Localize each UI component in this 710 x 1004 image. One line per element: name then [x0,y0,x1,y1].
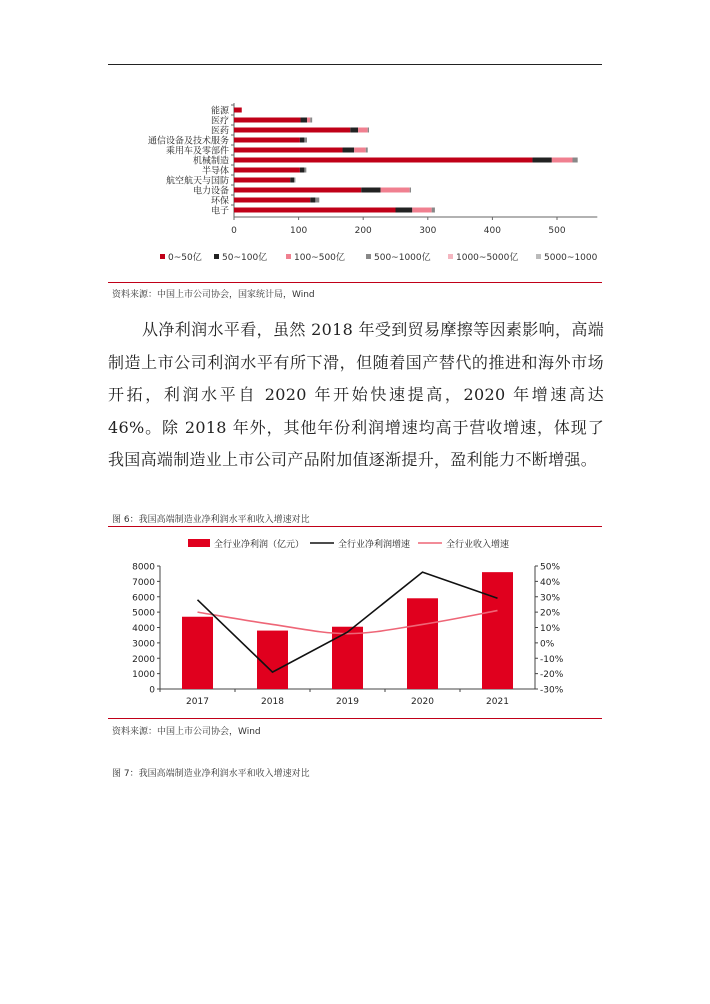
x-tick-label: 2017 [186,697,209,707]
left-tick-label: 2000 [132,654,155,665]
bar-segment [234,178,290,183]
bar-segment [432,208,435,213]
legend-label: 100~500亿 [294,253,345,263]
x-tick-label: 300 [419,226,437,236]
category-label: 环保 [210,196,229,207]
header-rule [108,64,602,65]
legend-label: 5000~1000 [544,253,598,263]
bar-segment [354,148,366,153]
bar-segment [552,158,573,163]
right-tick-label: 20% [540,608,561,619]
bar-segment [304,138,307,143]
chart1-bottom-rule [108,282,602,283]
bar-segment [532,158,551,163]
bar-segment [358,128,368,133]
bar-segment [343,148,355,153]
category-label: 电力设备 [192,186,229,197]
left-tick-label: 8000 [132,562,155,573]
bar-segment [294,178,295,183]
profit-bar [482,572,513,689]
category-label: 半导体 [201,166,229,177]
category-label: 医药 [210,126,229,137]
bar-segment [410,188,411,193]
x-tick-label: 2018 [261,697,284,707]
profit-bar [257,631,288,689]
fig6-source: 资料来源：中国上市公司协会，Wind [112,727,261,737]
bar-segment [381,188,410,193]
left-tick-label: 0 [149,685,155,696]
left-tick-label: 3000 [132,639,155,650]
right-tick-label: 40% [540,577,561,588]
category-label: 医疗 [210,116,229,127]
right-tick-label: -20% [540,670,564,681]
bar-segment [350,128,358,133]
x-tick-label: 2020 [411,697,434,707]
x-tick-label: 400 [483,226,501,236]
bar-segment [234,138,300,143]
fig6-title: 图 6：我国高端制造业净利润水平和收入增速对比 [112,515,310,525]
category-label: 机械制造 [192,156,229,167]
bar-segment [304,168,306,173]
legend-swatch [160,254,165,259]
right-tick-label: 0% [540,639,555,650]
fig7-title: 图 7：我国高端制造业净利润水平和收入增速对比 [112,769,310,779]
bar-segment [234,208,396,213]
category-label: 电子 [210,206,229,217]
category-label: 通信设备及技术服务 [147,136,229,147]
bar-segment [366,148,368,153]
bar-segment [315,198,319,203]
bar-segment [234,148,343,153]
right-tick-label: 10% [540,624,561,634]
profit-bar [407,598,438,689]
right-tick-label: 50% [540,562,561,573]
category-label: 乘用车及零部件 [165,146,229,157]
profit-bar [332,627,363,689]
profit-bar [182,617,213,689]
x-tick-label: 2019 [336,697,359,707]
x-tick-label: 100 [290,226,308,236]
x-tick-label: 2021 [486,697,509,707]
bar-segment [361,188,380,193]
bar-segment [300,138,305,143]
bar-segment [396,208,413,213]
bar-segment [234,158,532,163]
left-tick-label: 6000 [132,593,155,604]
bar-segment [234,188,361,193]
bar-segment [310,118,312,123]
bar-segment [300,168,305,173]
legend-swatch [536,254,541,259]
bar-segment [234,198,310,203]
legend-label: 1000~5000亿 [456,253,519,263]
fig6-top-rule [108,526,602,527]
legend-label-revenue-growth: 全行业收入增速 [446,540,510,550]
bar-segment [368,128,369,133]
chart1-source: 资料来源：中国上市公司协会，国家统计局，Wind [112,290,315,300]
legend-swatch [214,254,219,259]
x-tick-label: 500 [548,226,566,236]
right-tick-label: -30% [540,685,564,696]
bar-segment [290,178,294,183]
bar-segment [234,108,242,113]
bar-segment [234,118,301,123]
body-paragraph: 从净利润水平看，虽然 2018 年受到贸易摩擦等因素影响，高端制造上市公司利润水平有所下滑，但随着国产替代的推进和海外市场开拓，利润水平自 2020 年开始快速提高，2020 年增速高达 46%。除 2018 年外，其他年份利润增速均高于营收增速，体现了我国高端制造业上市公司产品附加值逐渐提升，盈利能力不断增强。 [108,320,604,469]
fig6-bottom-rule [108,718,602,719]
legend-swatch [366,254,371,259]
x-tick-label: 200 [354,226,372,236]
bar-segment [412,208,431,213]
bar-segment [307,118,310,123]
right-tick-label: 30% [540,593,561,604]
legend-label: 500~1000亿 [374,253,431,263]
legend-label: 50~100亿 [222,253,268,263]
category-label: 能源 [210,106,229,117]
bar-segment [310,198,315,203]
x-tick-label: 0 [231,226,237,236]
left-tick-label: 1000 [132,670,155,681]
left-tick-label: 4000 [132,624,155,634]
right-tick-label: -10% [540,654,564,665]
legend-label-profit-growth: 全行业净利润增速 [338,540,411,550]
legend-swatch [448,254,453,259]
bar-segment [573,158,578,163]
bar-segment [301,118,307,123]
category-label: 航空航天与国防 [165,176,229,187]
legend-label: 0~50亿 [168,253,202,263]
legend-swatch [286,254,291,259]
profit-growth-combo-chart [0,528,710,718]
legend-swatch-profit [188,539,210,547]
legend-label-profit: 全行业净利润（亿元） [214,540,305,550]
left-tick-label: 7000 [132,577,155,588]
bar-segment [234,168,300,173]
left-tick-label: 5000 [132,608,155,619]
bar-segment [234,128,350,133]
